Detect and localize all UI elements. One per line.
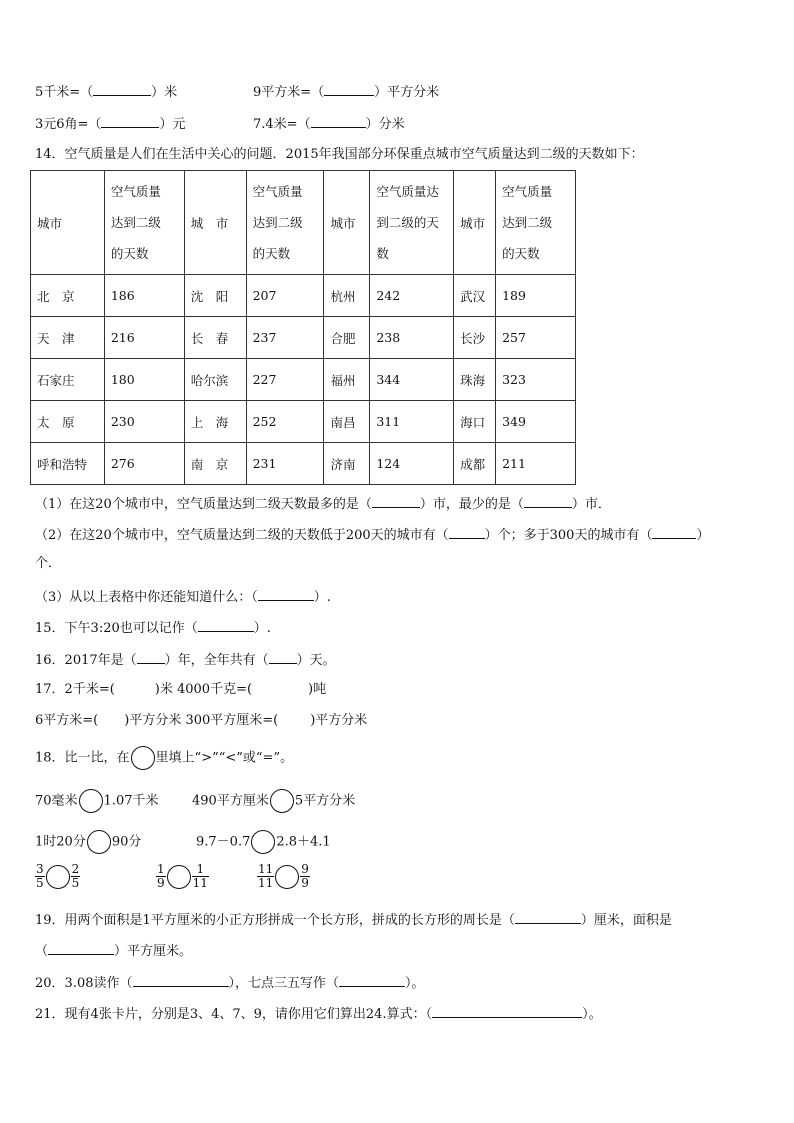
question-14-part-1: （1）在这20个城市中，空气质量达到二级天数最多的是（ ）市，最少的是（ ）市． [35,494,611,514]
header-city: 城市 [454,171,496,275]
answer-blank[interactable] [324,82,374,96]
question-15: 15．下午3:20也可以记作（ ）. [35,618,271,638]
table-row: 石家庄 180 哈尔滨 227 福州 344 珠海 323 [31,359,576,401]
answer-blank[interactable] [258,587,314,601]
compare-circle[interactable] [87,830,111,854]
conversion-line-1b: 9平方米=（ ）平方分米 [253,82,439,102]
question-19-line-2: （ ）平方厘米。 [35,941,192,961]
question-18-stem: 18．比一比，在 里填上“>”“<”或“=”。 [35,746,293,770]
compare-circle[interactable] [275,865,299,889]
table-row: 北 京 186 沈 阳 207 杭州 242 武汉 189 [31,275,576,317]
answer-blank[interactable] [524,494,572,508]
question-17-line-1: 17．2千米=( )米 4000千克=( )吨 [35,682,327,697]
answer-blank[interactable] [137,650,165,664]
question-18-fraction-3: $\frac{11}{11}$ $\frac{9}{9}$ [258,862,309,890]
header-days: 空气质量达 到二级的天 数 [370,171,454,275]
question-14-part-2-cont: 个． [35,556,62,571]
table-header-row [31,171,576,275]
header-days: 空气质量 达到二级 的天数 [104,171,184,275]
question-16: 16．2017年是（ ）年，全年共有（ ）天。 [35,650,336,670]
header-city: 城 市 [184,171,246,275]
compare-circle[interactable] [270,789,294,813]
compare-circle[interactable] [79,789,103,813]
compare-circle[interactable] [167,865,191,889]
answer-blank[interactable] [432,1004,582,1018]
conversion-line-1a: 5千米=（ ）米 [35,82,177,102]
answer-blank[interactable] [198,618,254,632]
answer-blank[interactable] [311,114,366,128]
question-18-fraction-1: $\frac{3}{5}$ $\frac{2}{5}$ [36,862,80,890]
answer-blank[interactable] [339,973,405,987]
compare-circle-icon [131,746,155,770]
conversion-line-2a: 3元6角=（ ）元 [35,114,185,134]
question-18-row-2b: 9.7－0.7 2.8＋4.1 [196,830,331,854]
conversion-line-2b: 7.4米=（ ）分米 [253,114,405,134]
table-row: 呼和浩特 276 南 京 231 济南 124 成都 211 [31,443,576,485]
question-14-part-3: （3）从以上表格中你还能知道什么：（ ）. [35,587,331,607]
question-19-line-1: 19．用两个面积是1平方厘米的小正方形拼成一个长方形，拼成的长方形的周长是（ ）厘米，面积是 [35,910,672,930]
answer-blank[interactable] [48,941,114,955]
header-city: 城市 [324,171,370,275]
question-21: 21．现有4张卡片，分别是3、4、7、9，请你用它们算出24.算式：（ ）。 [35,1004,602,1024]
question-14-stem: 14．空气质量是人们在生活中关心的问题．2015年我国部分环保重点城市空气质量达到二级的天数如下： [35,147,644,162]
question-18-row-1b: 490平方厘米 5平方分米 [192,789,355,813]
answer-blank[interactable] [101,114,159,128]
air-quality-table [30,170,576,485]
answer-blank[interactable] [269,650,297,664]
answer-blank[interactable] [133,973,229,987]
answer-blank[interactable] [449,525,485,539]
question-14-part-2: （2）在这20个城市中，空气质量达到二级的天数低于200天的城市有（ ）个；多于300天的城市有（ ） [35,525,709,545]
answer-blank[interactable] [372,494,420,508]
answer-blank[interactable] [652,525,696,539]
answer-blank[interactable] [93,82,151,96]
question-20: 20．3.08读作（ ），七点三五写作（ ）。 [35,973,425,993]
question-17-line-2: 6平方米=( )平方分米 300平方厘米=( )平方分米 [35,713,368,728]
header-city: 城市 [31,171,105,275]
question-18-row-2a: 1时20分 90分 [35,830,141,854]
header-days: 空气质量 达到二级 的天数 [246,171,324,275]
compare-circle[interactable] [46,865,70,889]
header-days: 空气质量 达到二级 的天数 [496,171,576,275]
table-row: 太 原 230 上 海 252 南昌 311 海口 349 [31,401,576,443]
question-18-fraction-2: $\frac{1}{9}$ $\frac{1}{11}$ [157,862,208,890]
answer-blank[interactable] [515,910,581,924]
compare-circle[interactable] [251,830,275,854]
table-row: 天 津 216 长 春 237 合肥 238 长沙 257 [31,317,576,359]
question-18-row-1a: 70毫米 1.07千米 [35,789,159,813]
